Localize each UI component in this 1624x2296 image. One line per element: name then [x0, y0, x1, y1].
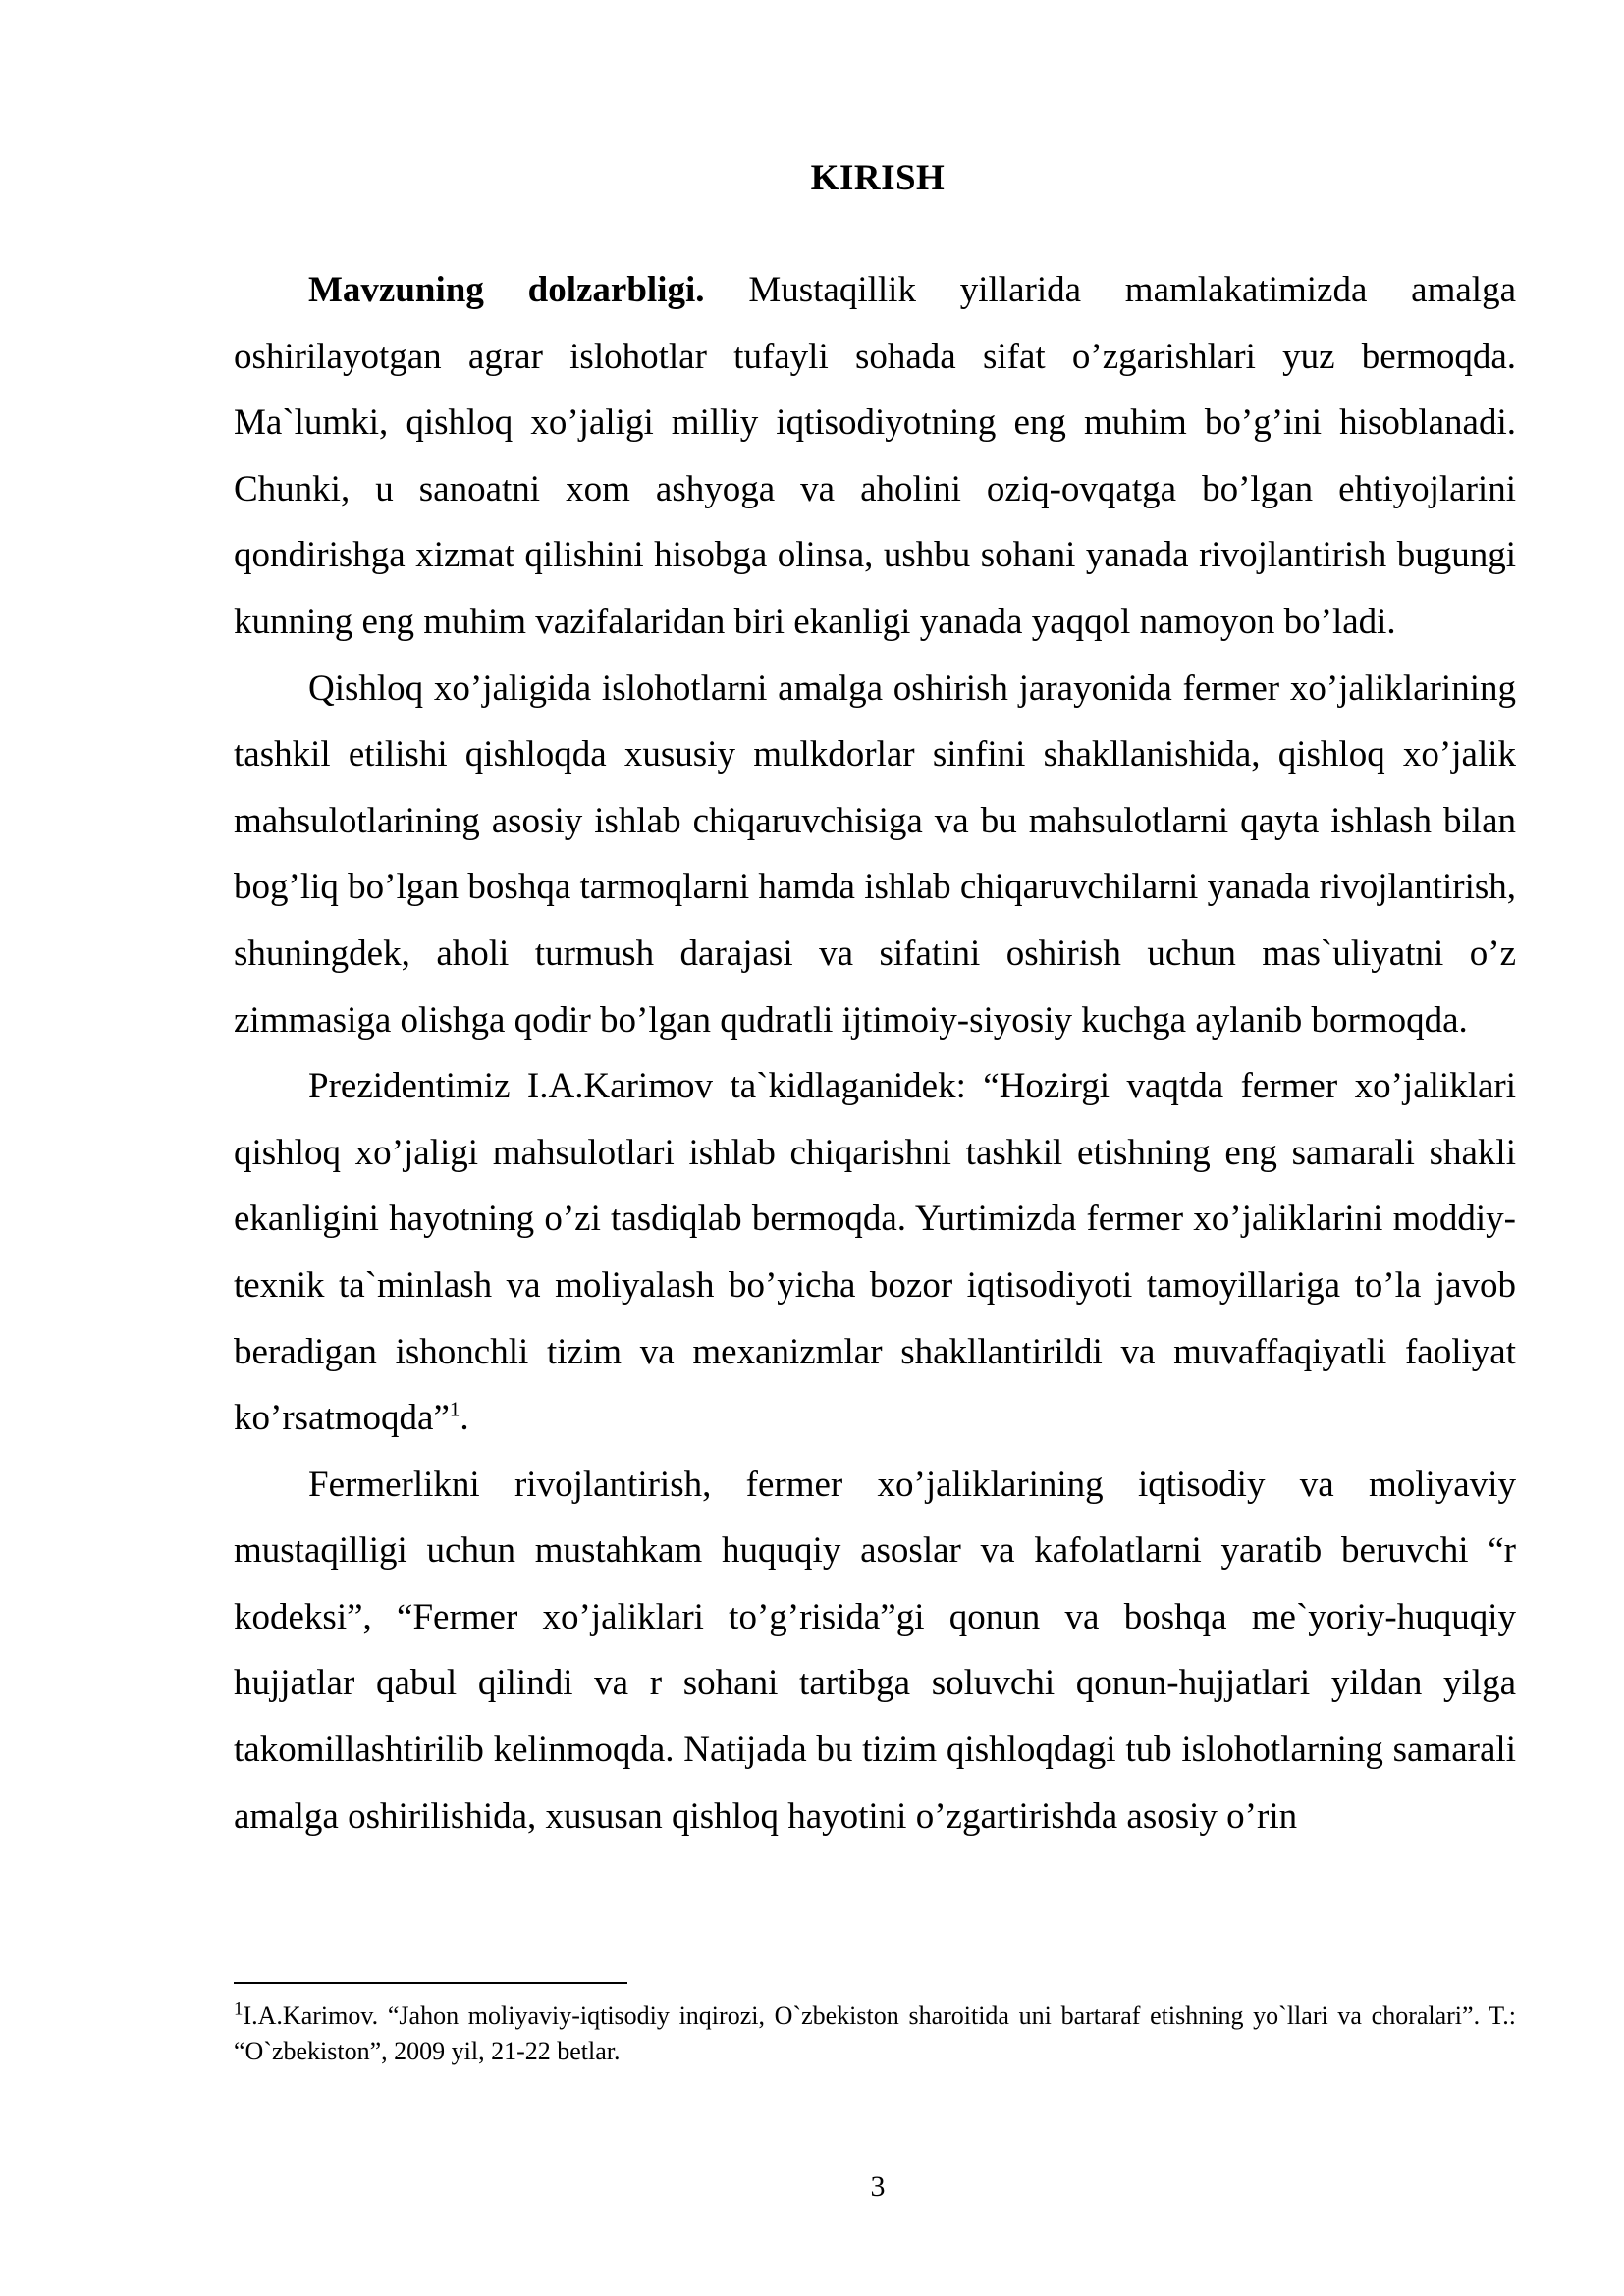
paragraph-text-end: . — [460, 1398, 469, 1439]
paragraph-reforms — [234, 656, 1516, 1054]
paragraph-lead: Mavzuning dolzarbligi. — [308, 270, 705, 310]
paragraph-text: Qishloq xo’jaligida islohotlarni amalga oshirish jarayonida fermer xo’jaliklarining tashkil etilishi qishloqda xususiy mulkdorlar sinfini shakllanishida, qishloq xo’jalik mahsulotlarining asosiy ishlab chiqaruvchisiga va bu mahsulotlarni qayta ishlash bilan bog’liq bo’lgan boshqa tarmoqlarni hamda ishlab chiqaruvchilarni yanada rivojlantirish, shuningdek, aholi turmush darajasi va sifatini oshirish uchun mas`uliyatni o’z zimmasiga olishga qodir bo’lgan qudratli ijtimoiy-siyosiy kuchga aylanib bormoqda. — [234, 667, 1516, 1041]
footnote-reference[interactable]: 1 — [449, 1397, 460, 1421]
footnote-text: I.A.Karimov. “Jahon moliyaviy-iqtisodiy inqirozi, O`zbekiston sharoitida uni bartaraf etishning yo`llari va choralari”. T.: “O`zbekiston”, 2009 yil, 21-22 betlar. — [234, 2002, 1516, 2065]
paragraph-legal-basis — [234, 1452, 1516, 1850]
page-number: 3 — [870, 2170, 886, 2203]
paragraph-text: Mustaqillik yillarida mamlakatimizda amalga oshirilayotgan agrar islohotlar tufayli sohada sifat o’zgarishlari yuz bermoqda. Ma`lumki, qishloq xo’jaligi milliy iqtisodiyotning eng muhim bo’g’ini hisoblanadi. Chunki, u sanoatni xom ashyoga va aholini oziq-ovqatga bo’lgan ehtiyojlarini qondirishga xizmat qilishini hisobga olinsa, ushbu sohani yanada rivojlantirish bugungi kunning eng muhim vazifalaridan biri ekanligi yanada yaqqol namoyon bo’ladi. — [234, 270, 1516, 642]
paragraph-text: Prezidentimiz I.A.Karimov ta`kidlaganidek: “Hozirgi vaqtda fermer xo’jaliklari qishloq xo’jaligi mahsulotlari ishlab chiqarishni tashkil etishning eng samarali shakli ekanligini hayotning o’zi tasdiqlab bermoqda. Yurtimizda fermer xo’jaliklarini moddiy-texnik ta`minlash va moliyalash bo’yicha bozor iqtisodiyoti tamoyillariga to’la javob beradigan ishonchli tizim va mexanizmlar shakllantirildi va muvaffaqiyatli faoliyat ko’rsatmoqda” — [234, 1066, 1516, 1439]
paragraph-quote — [234, 1053, 1516, 1452]
paragraph-relevance — [234, 257, 1516, 656]
footnote-separator — [234, 1982, 627, 1984]
body-text — [234, 257, 1516, 1849]
page-heading: KIRISH — [810, 158, 946, 198]
paragraph-text: Fermerlikni rivojlantirish, fermer xo’jaliklarining iqtisodiy va moliyaviy mustaqilligi uchun mustahkam huquqiy asoslar va kafolatlarni yaratib beruvchi “r kodeksi”, “Fermer xo’jaliklari to’g’risida”gi qonun va boshqa me`yoriy-huquqiy hujjatlar qabul qilindi va r sohani tartibga soluvchi qonun-hujjatlari yildan yilga takomillashtirilib kelinmoqda. Natijada bu tizim qishloqdagi tub islohotlarning samarali amalga oshirilishida, xususan qishloq hayotini o’zgartirishda asosiy o’rin — [234, 1464, 1516, 1837]
footnote-marker: 1 — [234, 1999, 244, 2020]
footnote — [234, 1999, 1516, 2069]
